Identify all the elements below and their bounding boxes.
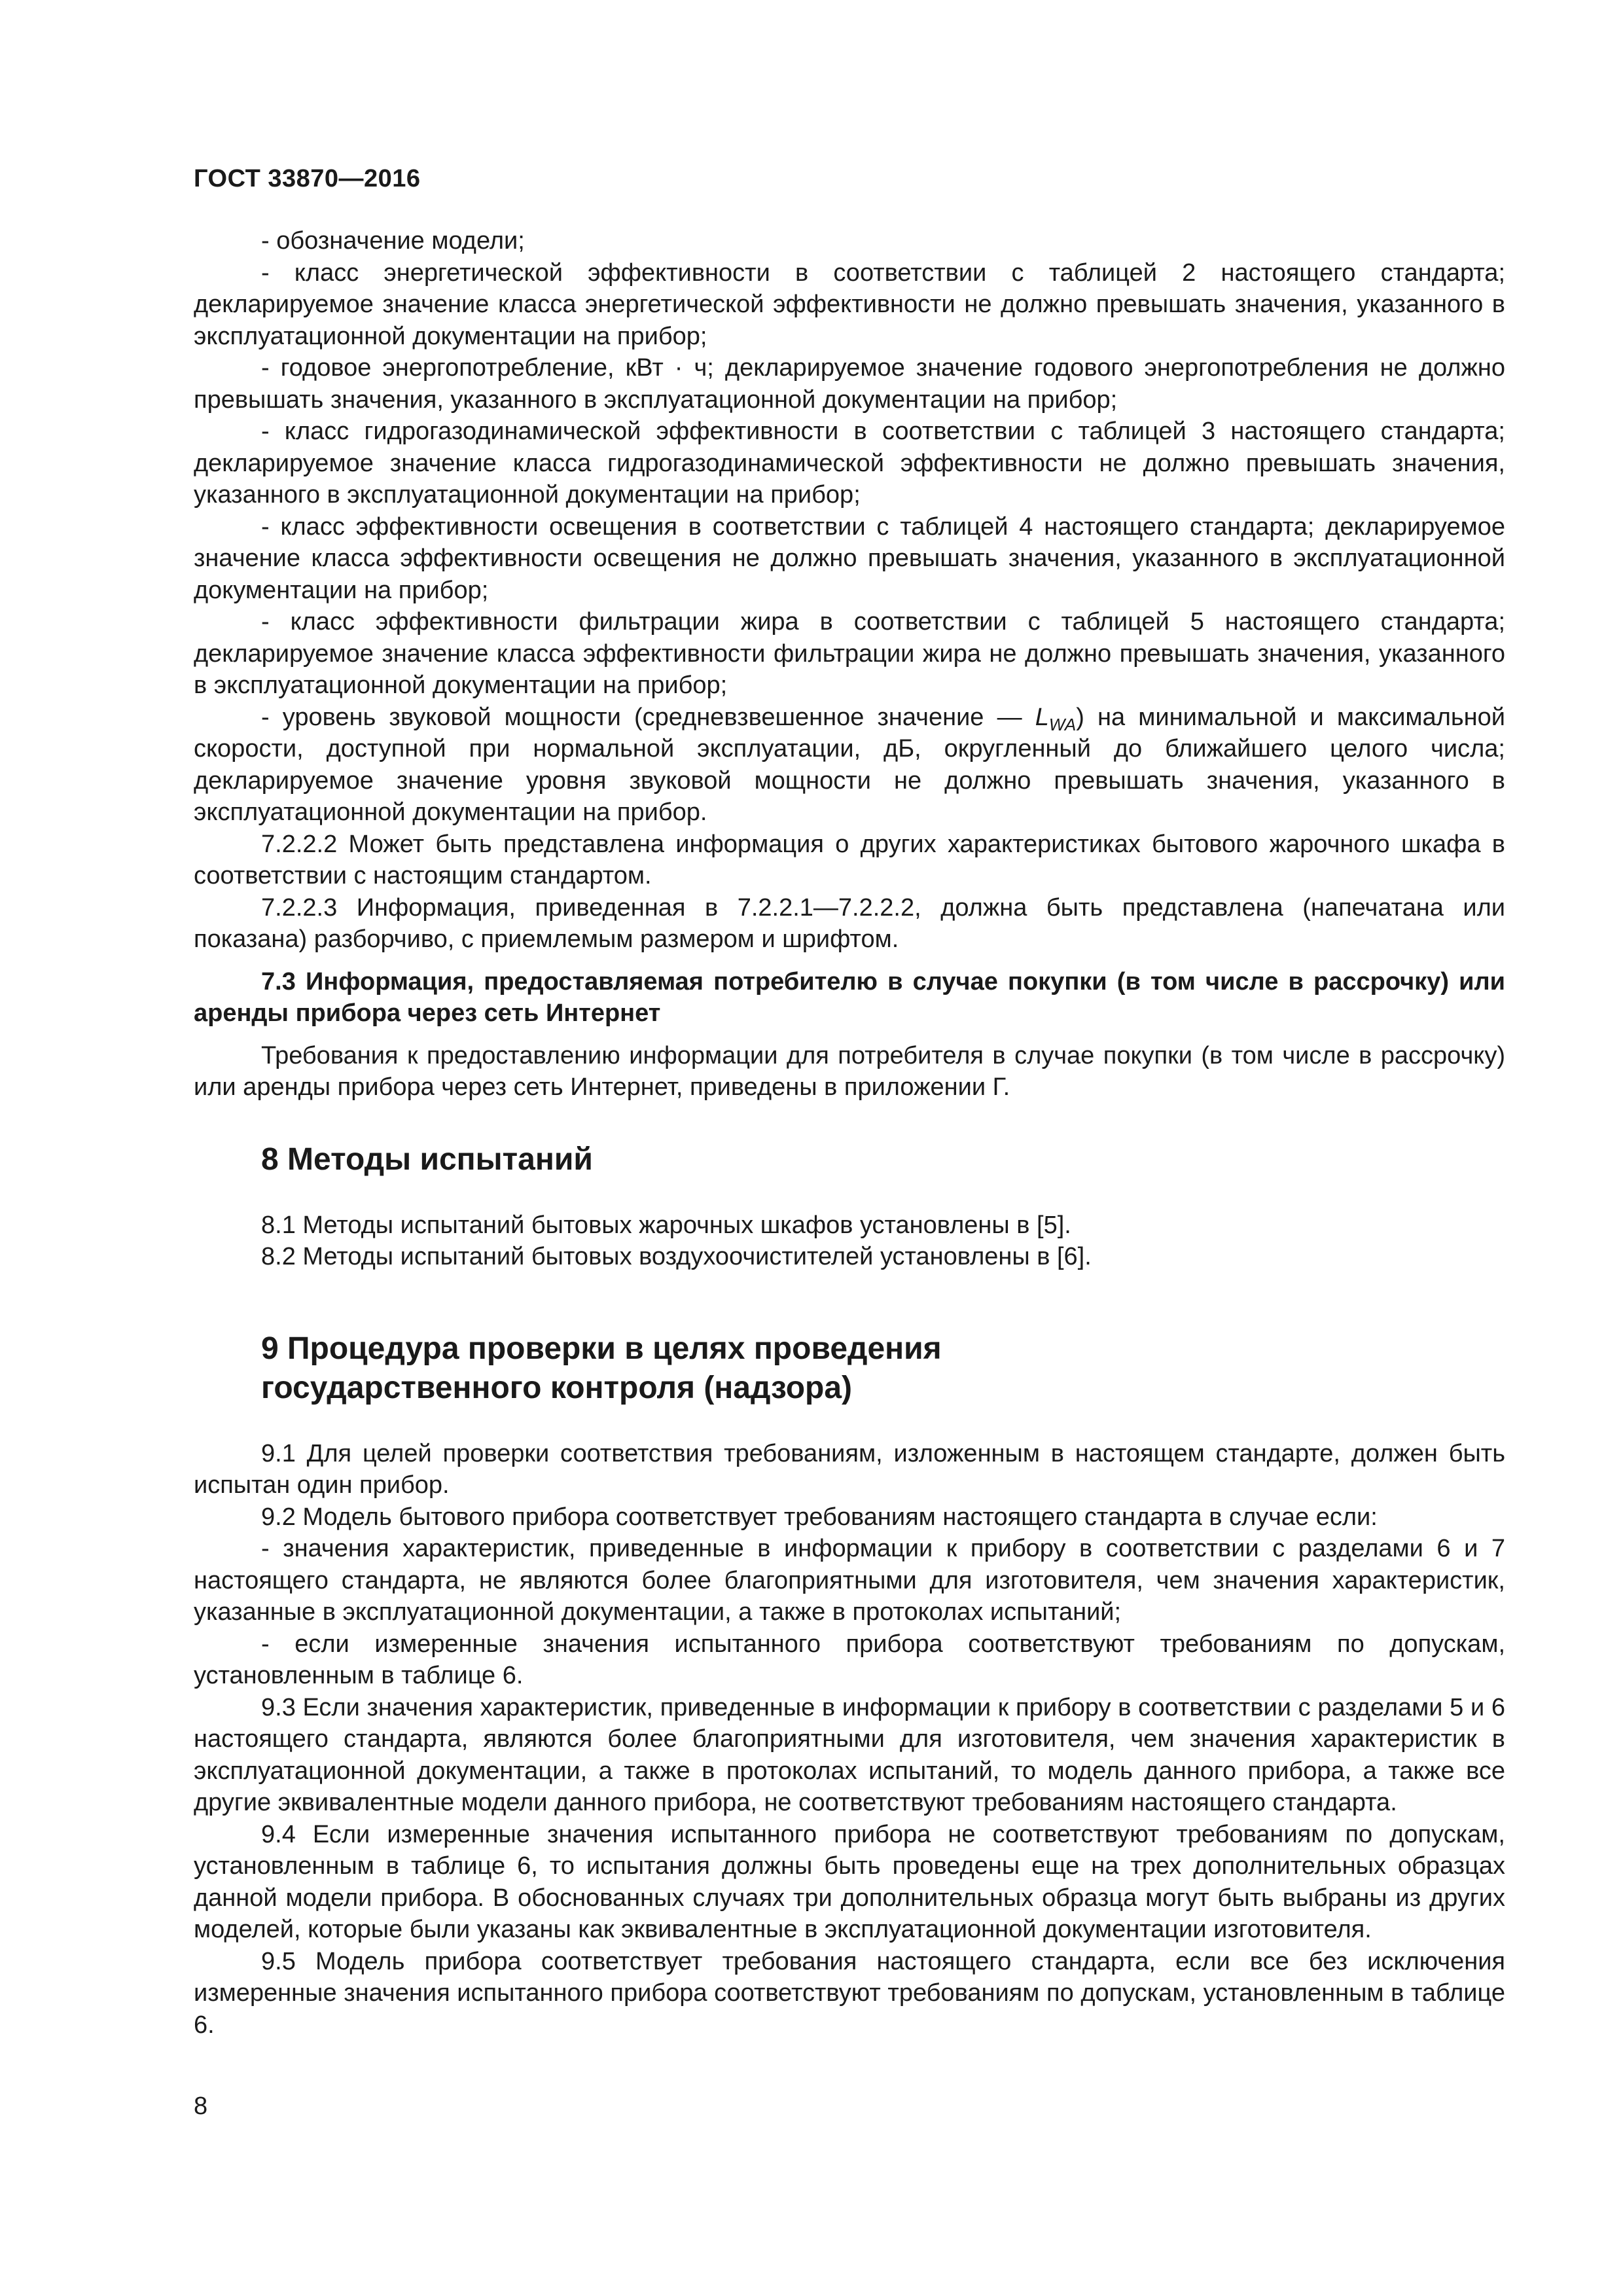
document-body <box>194 225 1505 2041</box>
list-item-energy-class: - класс энергетической эффективности в соответствии с таблицей 2 настоящего стандарта; декларируемое значение класса энергетической эффективности не должно превышать значения, указанного в эксплуатационной документации на прибор; <box>194 259 1505 350</box>
section-8-title: 8 Методы испытаний <box>261 1141 593 1177</box>
list-item-model: - обозначение модели; <box>261 227 525 255</box>
section-9-title <box>194 1329 1505 1408</box>
paragraph-9-2-item-b: - если измеренные значения испытанного прибора соответствуют требованиям по допускам, установленным в таблице 6. <box>194 1630 1505 1689</box>
section-9-title-line1: 9 Процедура проверки в целях проведения <box>261 1331 942 1366</box>
document-header: ГОСТ 33870—2016 <box>194 165 421 192</box>
list-item-grease-class: - класс эффективности фильтрации жира в соответствии с таблицей 5 настоящего стандарта; декларируемое значение класса эффективности фильтрации жира не должно превышать значения, указанного в эксплуатационной документации на прибор; <box>194 608 1505 699</box>
paragraph-9-3: 9.3 Если значения характеристик, приведенные в информации к прибору в соответствии с разделами 5 и 6 настоящего стандарта, являются более благоприятными для изготовителя, чем значения характеристик в эксплуатационной документации, а также в протоколах испытаний, то модель данного прибора, а также все другие эквивалентные модели данного прибора, не соответствуют требованиям настоящего стандарта. <box>194 1693 1505 1816</box>
list-item-hydro-class: - класс гидрогазодинамической эффективности в соответствии с таблицей 3 настоящего стандарта; декларируемое значение класса гидрогазодинамической эффективности не должно превышать значения, указанного в эксплуатационной документации на прибор; <box>194 418 1505 509</box>
list-item-lighting-class: - класс эффективности освещения в соответствии с таблицей 4 настоящего стандарта; декларируемое значение класса эффективности освещения не должно превышать значения, указанного в эксплуатационной документации на прибор; <box>194 512 1505 604</box>
sound-text-after: ) на минимальной и максимальной скорости, доступной при нормальной эксплуатации, дБ, округленный до ближайшего целого числа; декларируемое значение уровня звуковой мощности не должно превышать значения, указанного в эксплуатационной документации на прибор. <box>194 703 1506 826</box>
paragraph-9-2-item-a: - значения характеристик, приведенные в информации к прибору в соответствии с разделами 6 и 7 настоящего стандарта, не являются более благоприятными для изготовителя, чем значения характеристик, указанные в эксплуатационной документации, а также в протоколах испытаний; <box>194 1535 1505 1626</box>
sound-text-before: - уровень звуковой мощности (средневзвешенное значение — <box>261 703 1035 731</box>
section-9-title-line2: государственного контроля (надзора) <box>261 1370 853 1405</box>
paragraph-8-2: 8.2 Методы испытаний бытовых воздухоочистителей установлены в [6]. <box>261 1243 1092 1270</box>
paragraph-9-5: 9.5 Модель прибора соответствует требования настоящего стандарта, если все без исключения измеренные значения испытанного прибора соответствуют требованиям по допускам, установленным в таблице 6. <box>194 1947 1505 2039</box>
list-item-sound-power <box>194 702 1505 829</box>
paragraph-8-1: 8.1 Методы испытаний бытовых жарочных шкафов установлены в [5]. <box>261 1211 1071 1239</box>
paragraph-9-1: 9.1 Для целей проверки соответствия требованиям, изложенным в настоящем стандарте, должен быть испытан один прибор. <box>194 1439 1505 1499</box>
section-7-3-title: 7.3 Информация, предоставляемая потребителю в случае покупки (в том числе в рассрочку) или аренды прибора через сеть Интернет <box>194 967 1505 1027</box>
section-7-3-text: Требования к предоставлению информации для потребителя в случае покупки (в том числе в рассрочку) или аренды прибора через сеть Интернет, приведены в приложении Г. <box>194 1041 1505 1101</box>
paragraph-9-2: 9.2 Модель бытового прибора соответствует требованиям настоящего стандарта в случае если: <box>261 1503 1378 1531</box>
paragraph-9-4: 9.4 Если измеренные значения испытанного прибора не соответствуют требованиям по допускам, установленным в таблице 6, то испытания должны быть проведены еще на трех дополнительных образцах данной модели прибора. В обоснованных случаях три дополнительных образца могут быть выбраны из других моделей, которые были указаны как эквивалентные в эксплуатационной документации изготовителя. <box>194 1820 1505 1943</box>
page-number: 8 <box>194 2092 208 2120</box>
sound-symbol: L <box>1035 703 1049 731</box>
paragraph-7-2-2-2: 7.2.2.2 Может быть представлена информация о других характеристиках бытового жарочного шкафа в соответствии с настоящим стандартом. <box>194 830 1505 889</box>
paragraph-7-2-2-3: 7.2.2.3 Информация, приведенная в 7.2.2.1—7.2.2.2, должна быть представлена (напечатана или показана) разборчиво, с приемлемым размером и шрифтом. <box>194 893 1505 953</box>
list-item-annual-consumption: - годовое энергопотребление, кВт · ч; декларируемое значение годового энергопотребления не должно превышать значения, указанного в эксплуатационной документации на прибор; <box>194 354 1505 414</box>
sound-subscript: WA <box>1048 714 1077 734</box>
